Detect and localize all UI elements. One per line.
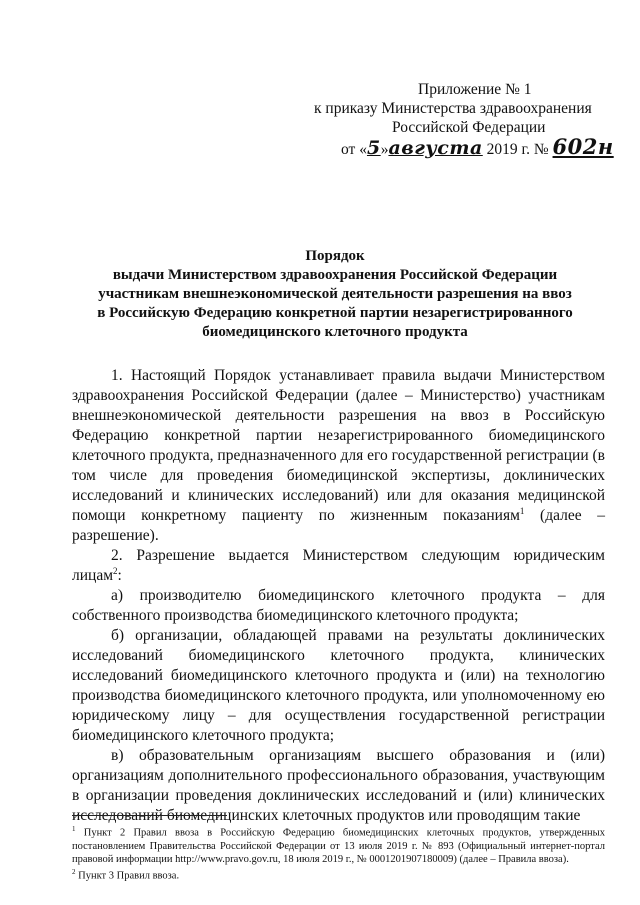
footnote-2 <box>72 866 605 883</box>
title-line-4: в Российскую Федерацию конкретной партии незарегистрированного <box>97 305 573 321</box>
appendix-country: Российской Федерации <box>392 119 546 136</box>
paragraph-1-text: 1. Настоящий Порядок устанавливает правила выдачи Министерством здравоохранения Российской Федерации (далее – Министерство) участникам внешнеэкономической деятельности разрешения на ввоз в Российскую Федерацию конкретной партии незарегистрированного биомедицинского клеточного продукта, предназначенного для его государственной регистрации (в том числе для проведения биомедицинской экспертизы, доклинических исследований и клинических исследований) или для оказания медицинской помощи конкретному пациенту по жизненным показаниям <box>72 367 605 524</box>
footnotes <box>72 823 605 882</box>
document-body <box>72 366 605 826</box>
handwritten-order-number: 602н <box>552 134 614 159</box>
appendix-number: Приложение № 1 <box>418 81 532 98</box>
paragraph-2-tail: : <box>117 567 122 584</box>
subparagraph-b: б) организации, обладающей правами на результаты доклинических исследований биомедицинского клеточного продукта, клинических исследований биомедицинского клеточного продукта и (или) на технологию производства биомедицинского клеточного продукта, или уполномоченному ею юридическому лицу – для осуществления государственной регистрации биомедицинского клеточного продукта; <box>72 627 605 744</box>
footnote-1-mark: 1 <box>72 825 76 833</box>
handwritten-month: августа <box>388 137 483 159</box>
paragraph-2-text: 2. Разрешение выдается Министерством следующим юридическим лицам <box>72 547 605 584</box>
date-year: 2019 г. № <box>486 141 549 158</box>
footnote-2-mark: 2 <box>72 867 76 876</box>
title-line-5: биомедицинского клеточного продукта <box>202 324 468 340</box>
paragraph-1 <box>72 366 605 546</box>
appendix-date-line <box>300 134 620 159</box>
appendix-header <box>300 80 620 159</box>
title-line-3: участникам внешнеэкономической деятельности разрешения на ввоз <box>98 286 572 302</box>
subparagraph-c: в) образовательным организациям высшего образования и (или) организациям дополнительного профессионального образования, участвующим в организации проведения доклинических исследований и (или) клинических исследований биомедицинских клеточных продуктов или проводящим такие <box>72 747 605 824</box>
title-line-1: Порядок <box>305 248 365 264</box>
date-separator: » <box>380 141 389 158</box>
subparagraph-a: а) производителю биомедицинского клеточного продукта – для собственного производства биомедицинского клеточного продукта; <box>72 587 605 624</box>
footnote-ref-1: 1 <box>519 505 525 516</box>
footnote-1-text: Пункт 2 Правил ввоза в Российскую Федерацию биомедицинских клеточных продуктов, утвержденных постановлением Правительства Российской Федерации от 13 июля 2019 г. № 893 (Официальный интернет-портал правовой информации http://www.pravo.gov.ru, 18 июля 2019 г., № 0001201907180009) (далее – Правила ввоза). <box>72 827 605 865</box>
footnote-divider <box>72 815 227 816</box>
handwritten-day: 5 <box>366 137 381 159</box>
date-prefix: от « <box>341 141 367 158</box>
footnote-1 <box>72 823 605 866</box>
footnote-ref-2: 2 <box>113 565 118 576</box>
title-line-2: выдачи Министерством здравоохранения Российской Федерации <box>112 267 558 283</box>
document-title <box>60 247 610 342</box>
paragraph-2 <box>72 546 605 586</box>
appendix-order-ref: к приказу Министерства здравоохранения <box>314 100 592 117</box>
paragraph-1-tail: (далее – разрешение). <box>72 507 605 544</box>
footnote-2-text: Пункт 3 Правил ввоза. <box>75 870 180 881</box>
